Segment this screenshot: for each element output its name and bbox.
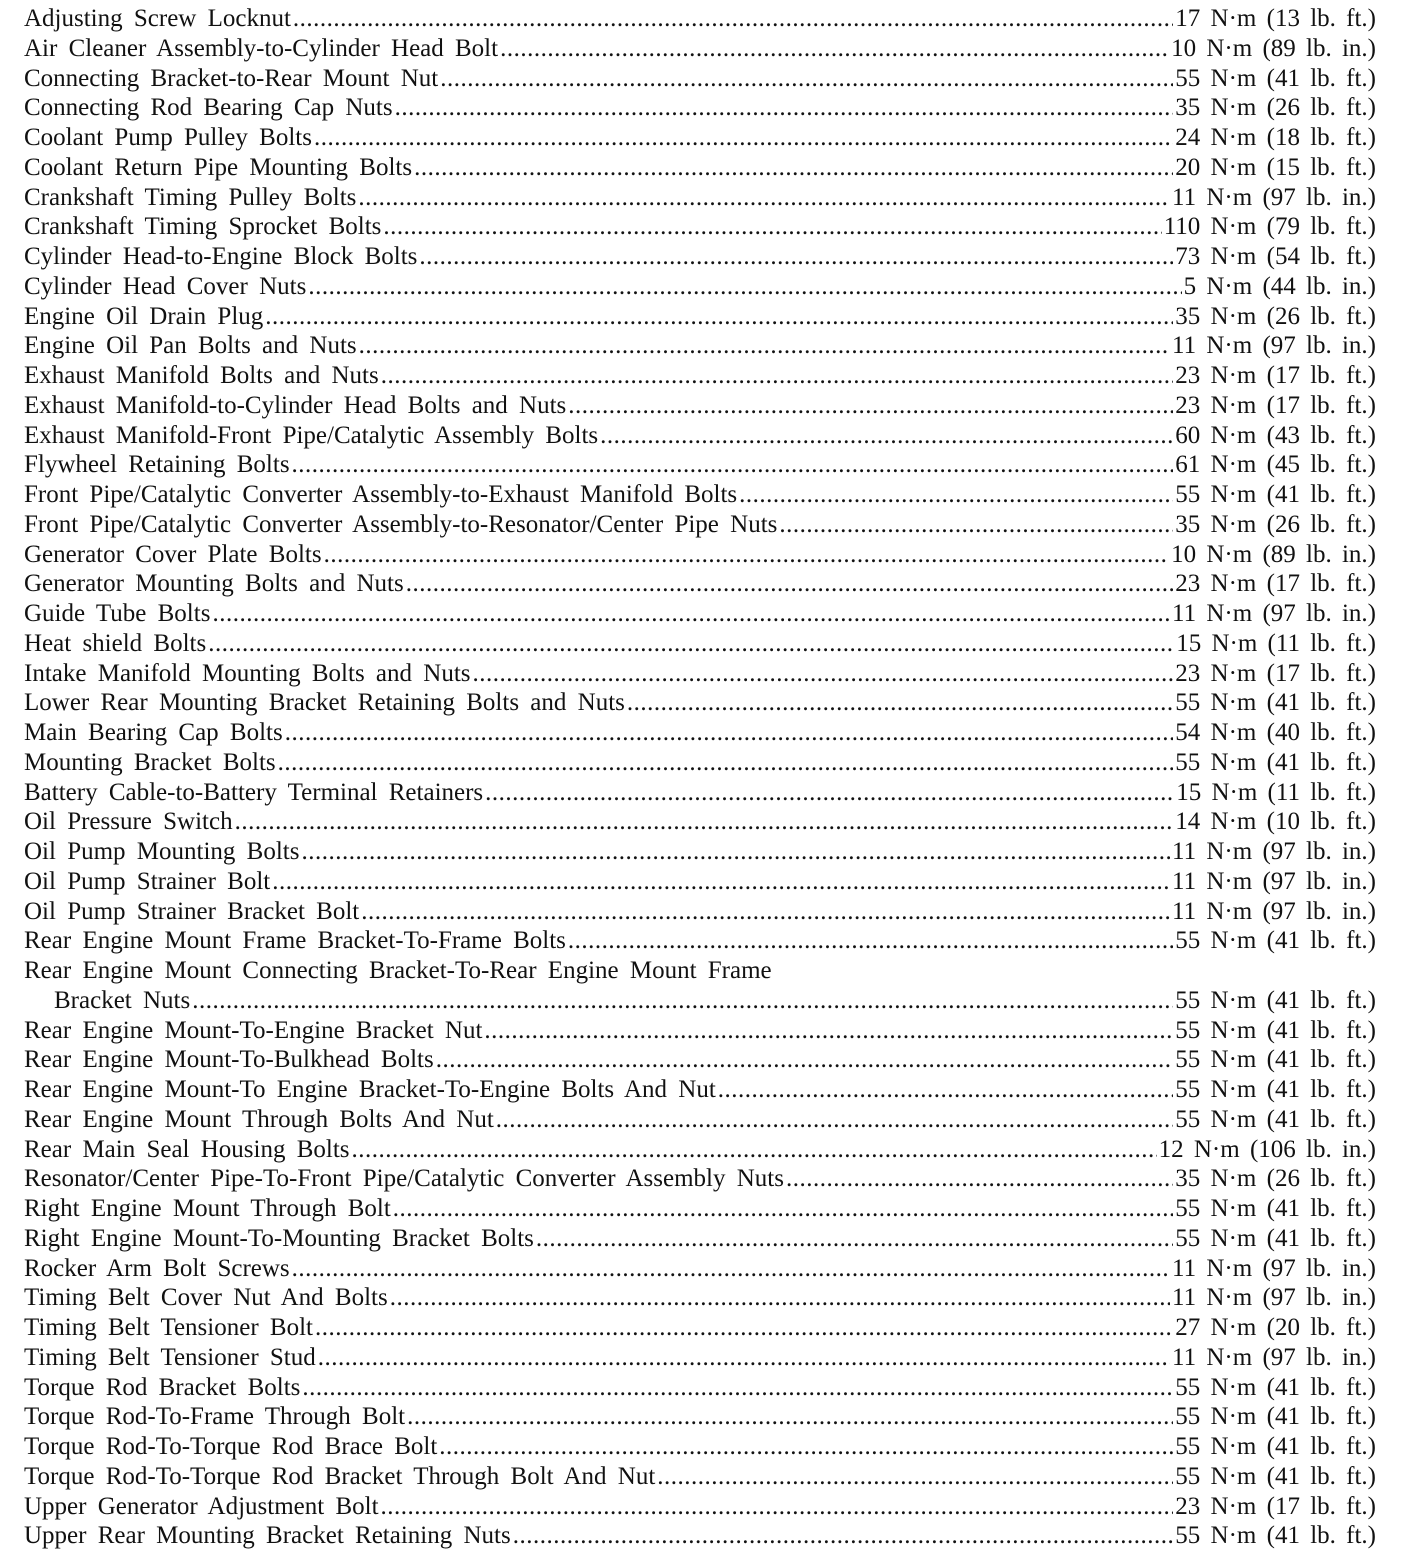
spec-row	[24, 480, 1376, 510]
spec-name: Adjusting Screw Locknut	[24, 5, 291, 32]
spec-name: Heat shield Bolts	[24, 629, 207, 657]
dot-leader	[265, 302, 1173, 332]
spec-name: Coolant Pump Pulley Bolts	[24, 124, 312, 151]
spec-row	[24, 1283, 1376, 1313]
dot-leader	[381, 1492, 1174, 1522]
spec-row	[24, 391, 1376, 421]
spec-name: Rear Engine Mount Through Bolts And Nut	[24, 1105, 494, 1133]
spec-row	[24, 361, 1376, 391]
spec-name: Rear Main Seal Housing Bolts	[24, 1135, 350, 1163]
dot-leader	[786, 1164, 1173, 1194]
spec-name: Torque Rod-To-Frame Through Bolt	[24, 1403, 406, 1431]
spec-row	[24, 272, 1376, 302]
dot-leader	[208, 629, 1174, 659]
dot-leader	[212, 599, 1170, 629]
dot-leader	[235, 807, 1174, 837]
spec-value: 55 N·m (41 lb. ft.)	[1175, 481, 1376, 508]
spec-value: 10 N·m (89 lb. in.)	[1171, 540, 1376, 568]
spec-row	[24, 1164, 1376, 1194]
spec-row	[24, 1373, 1376, 1403]
spec-name: Exhaust Manifold Bolts and Nuts	[24, 362, 379, 389]
spec-name: Front Pipe/Catalytic Converter Assembly-to-Exhaust Manifold Bolts	[24, 481, 738, 508]
spec-row	[24, 897, 1376, 927]
spec-row	[24, 4, 1376, 34]
dot-leader	[381, 361, 1174, 391]
spec-name: Timing Belt Tensioner Bolt	[24, 1314, 313, 1341]
spec-row	[24, 629, 1376, 659]
spec-name: Main Bearing Cap Bolts	[24, 719, 283, 746]
spec-name: Exhaust Manifold-Front Pipe/Catalytic Assembly Bolts	[24, 421, 599, 449]
spec-row	[24, 1254, 1376, 1284]
spec-name: Flywheel Retaining Bolts	[24, 451, 290, 479]
dot-leader	[393, 1194, 1174, 1224]
dot-leader	[513, 1521, 1174, 1551]
spec-row	[24, 302, 1376, 332]
spec-row	[24, 778, 1376, 808]
spec-row	[24, 599, 1376, 629]
dot-leader	[315, 1313, 1173, 1343]
spec-name: Coolant Return Pipe Mounting Bolts	[24, 153, 413, 181]
spec-value: 55 N·m (41 lb. ft.)	[1175, 1046, 1376, 1074]
spec-value: 55 N·m (41 lb. ft.)	[1175, 1224, 1376, 1252]
dot-leader	[308, 272, 1181, 302]
spec-name: Generator Cover Plate Bolts	[24, 540, 322, 568]
spec-row	[24, 1492, 1376, 1522]
spec-row	[24, 34, 1376, 64]
spec-row	[24, 748, 1376, 778]
spec-value: 23 N·m (17 lb. ft.)	[1175, 362, 1376, 389]
dot-leader	[352, 1135, 1157, 1165]
spec-name: Upper Generator Adjustment Bolt	[24, 1492, 379, 1520]
dot-leader	[292, 1254, 1170, 1284]
spec-value: 60 N·m (43 lb. ft.)	[1175, 421, 1376, 449]
dot-leader	[390, 1283, 1170, 1313]
spec-row	[24, 1462, 1376, 1492]
dot-leader	[739, 480, 1173, 510]
spec-name: Crankshaft Timing Pulley Bolts	[24, 183, 357, 211]
dot-leader	[301, 837, 1170, 867]
spec-name: Timing Belt Cover Nut And Bolts	[24, 1284, 388, 1312]
spec-name: Rear Engine Mount-To-Engine Bracket Nut	[24, 1016, 483, 1044]
spec-row	[24, 331, 1376, 361]
spec-name: Connecting Rod Bearing Cap Nuts	[24, 94, 393, 122]
spec-name: Upper Rear Mounting Bracket Retaining Nuts	[24, 1522, 511, 1550]
spec-row	[24, 212, 1376, 242]
dot-leader	[395, 93, 1174, 123]
spec-value: 11 N·m (97 lb. in.)	[1172, 1254, 1376, 1282]
dot-leader	[600, 421, 1173, 451]
spec-name: Rocker Arm Bolt Screws	[24, 1254, 290, 1282]
spec-value: 55 N·m (41 lb. ft.)	[1175, 986, 1376, 1014]
spec-name: Rear Engine Mount Connecting Bracket-To-Rear Engine Mount Frame	[24, 957, 772, 984]
spec-row	[24, 93, 1376, 123]
spec-value: 11 N·m (97 lb. in.)	[1172, 897, 1376, 925]
spec-value: 73 N·m (54 lb. ft.)	[1175, 243, 1376, 270]
dot-leader	[314, 123, 1173, 153]
spec-value: 23 N·m (17 lb. ft.)	[1175, 1492, 1376, 1520]
spec-value: 14 N·m (10 lb. ft.)	[1175, 808, 1376, 836]
spec-value: 55 N·m (41 lb. ft.)	[1175, 748, 1376, 776]
spec-row	[24, 1045, 1376, 1075]
spec-name: Guide Tube Bolts	[24, 600, 211, 627]
spec-row	[24, 153, 1376, 183]
dot-leader	[278, 748, 1174, 778]
dot-leader	[324, 540, 1170, 570]
spec-name: Lower Rear Mounting Bracket Retaining Bolts and Nuts	[24, 689, 625, 717]
spec-row	[24, 1105, 1376, 1135]
dot-leader	[285, 718, 1174, 748]
dot-leader	[484, 1016, 1173, 1046]
spec-row	[24, 986, 1376, 1016]
spec-name: Resonator/Center Pipe-To-Front Pipe/Catalytic Converter Assembly Nuts	[24, 1165, 784, 1193]
spec-name: Torque Rod-To-Torque Rod Brace Bolt	[24, 1433, 438, 1460]
dot-leader	[568, 926, 1173, 956]
dot-leader	[292, 450, 1174, 480]
spec-name: Generator Mounting Bolts and Nuts	[24, 570, 404, 598]
dot-leader	[496, 1105, 1174, 1135]
dot-leader	[192, 986, 1173, 1016]
spec-name: Crankshaft Timing Sprocket Bolts	[24, 213, 382, 241]
spec-row	[24, 1224, 1376, 1254]
dot-leader	[485, 778, 1174, 808]
spec-value: 55 N·m (41 lb. ft.)	[1175, 1016, 1376, 1044]
spec-name: Engine Oil Drain Plug	[24, 302, 264, 330]
spec-value: 110 N·m (79 lb. ft.)	[1163, 213, 1376, 241]
spec-name: Front Pipe/Catalytic Converter Assembly-to-Resonator/Center Pipe Nuts	[24, 510, 778, 538]
spec-value: 15 N·m (11 lb. ft.)	[1176, 778, 1376, 806]
spec-row	[24, 1075, 1376, 1105]
spec-value: 55 N·m (41 lb. ft.)	[1175, 1373, 1376, 1401]
spec-name: Rear Engine Mount Frame Bracket-To-Frame Bolts	[24, 927, 566, 955]
spec-row	[24, 807, 1376, 837]
spec-row	[24, 540, 1376, 570]
dot-leader	[440, 64, 1173, 94]
spec-value: 55 N·m (41 lb. ft.)	[1175, 689, 1376, 717]
spec-value: 55 N·m (41 lb. ft.)	[1175, 1433, 1376, 1460]
dot-leader	[361, 897, 1170, 927]
spec-row	[24, 956, 1376, 986]
spec-name: Bracket Nuts	[54, 986, 191, 1014]
spec-value: 55 N·m (41 lb. ft.)	[1175, 1105, 1376, 1133]
spec-row	[24, 510, 1376, 540]
spec-value: 24 N·m (18 lb. ft.)	[1175, 124, 1376, 151]
spec-name: Intake Manifold Mounting Bolts and Nuts	[24, 659, 471, 687]
spec-name: Cylinder Head-to-Engine Block Bolts	[24, 243, 418, 270]
spec-row	[24, 1313, 1376, 1343]
spec-row	[24, 1016, 1376, 1046]
spec-value: 35 N·m (26 lb. ft.)	[1175, 1165, 1376, 1193]
spec-row	[24, 837, 1376, 867]
spec-value: 27 N·m (20 lb. ft.)	[1175, 1314, 1376, 1341]
fastener-torque-spec-list	[24, 4, 1376, 1551]
spec-row	[24, 718, 1376, 748]
spec-name: Connecting Bracket-to-Rear Mount Nut	[24, 64, 439, 92]
spec-name: Oil Pressure Switch	[24, 808, 233, 836]
spec-value: 55 N·m (41 lb. ft.)	[1175, 1462, 1376, 1490]
dot-leader	[568, 391, 1173, 421]
spec-value: 11 N·m (97 lb. in.)	[1172, 332, 1376, 360]
spec-name: Battery Cable-to-Battery Terminal Retainers	[24, 778, 484, 806]
spec-value: 54 N·m (40 lb. ft.)	[1175, 719, 1376, 746]
spec-value: 10 N·m (89 lb. in.)	[1171, 34, 1376, 62]
spec-value: 55 N·m (41 lb. ft.)	[1175, 1522, 1376, 1550]
dot-leader	[383, 212, 1161, 242]
spec-name: Rear Engine Mount-To-Bulkhead Bolts	[24, 1046, 434, 1074]
spec-row	[24, 1343, 1376, 1373]
spec-row	[24, 242, 1376, 272]
spec-row	[24, 1135, 1376, 1165]
spec-value: 55 N·m (41 lb. ft.)	[1175, 1076, 1376, 1103]
spec-row	[24, 64, 1376, 94]
spec-value: 11 N·m (97 lb. in.)	[1172, 867, 1376, 895]
spec-row	[24, 421, 1376, 451]
spec-value: 55 N·m (41 lb. ft.)	[1175, 1403, 1376, 1431]
spec-value: 12 N·m (106 lb. in.)	[1158, 1135, 1376, 1163]
spec-value: 11 N·m (97 lb. in.)	[1172, 600, 1376, 627]
dot-leader	[406, 569, 1174, 599]
spec-name: Mounting Bracket Bolts	[24, 748, 276, 776]
spec-value: 23 N·m (17 lb. ft.)	[1175, 570, 1376, 598]
spec-value: 55 N·m (41 lb. ft.)	[1175, 927, 1376, 955]
dot-leader	[414, 153, 1173, 183]
spec-value: 23 N·m (17 lb. ft.)	[1175, 391, 1376, 419]
dot-leader	[627, 688, 1173, 718]
spec-row	[24, 659, 1376, 689]
spec-name: Torque Rod-To-Torque Rod Bracket Through Bolt And Nut	[24, 1462, 656, 1490]
spec-name: Oil Pump Strainer Bolt	[24, 867, 271, 895]
spec-value: 35 N·m (26 lb. ft.)	[1175, 94, 1376, 122]
spec-name: Exhaust Manifold-to-Cylinder Head Bolts and Nuts	[24, 391, 567, 419]
dot-leader	[302, 1373, 1173, 1403]
spec-row	[24, 1194, 1376, 1224]
spec-value: 23 N·m (17 lb. ft.)	[1175, 659, 1376, 687]
dot-leader	[272, 867, 1170, 897]
spec-value: 11 N·m (97 lb. in.)	[1172, 838, 1376, 865]
spec-value: 15 N·m (11 lb. ft.)	[1176, 629, 1376, 657]
spec-name: Cylinder Head Cover Nuts	[24, 272, 307, 300]
dot-leader	[500, 34, 1169, 64]
dot-leader	[318, 1343, 1170, 1373]
spec-name: Right Engine Mount-To-Mounting Bracket Bolts	[24, 1224, 534, 1252]
spec-value: 35 N·m (26 lb. ft.)	[1175, 510, 1376, 538]
dot-leader	[293, 4, 1173, 34]
spec-row	[24, 123, 1376, 153]
dot-leader	[439, 1432, 1173, 1462]
spec-value: 11 N·m (97 lb. in.)	[1172, 1343, 1376, 1371]
dot-leader	[536, 1224, 1173, 1254]
dot-leader	[419, 242, 1173, 272]
spec-value: 17 N·m (13 lb. ft.)	[1175, 5, 1376, 32]
spec-value: 11 N·m (97 lb. in.)	[1172, 1284, 1376, 1312]
spec-name: Torque Rod Bracket Bolts	[24, 1373, 301, 1401]
spec-row	[24, 569, 1376, 599]
spec-name: Rear Engine Mount-To Engine Bracket-To-Engine Bolts And Nut	[24, 1076, 716, 1103]
dot-leader	[657, 1462, 1173, 1492]
spec-value: 11 N·m (97 lb. in.)	[1172, 183, 1376, 211]
spec-value: 55 N·m (41 lb. ft.)	[1175, 1195, 1376, 1222]
spec-name: Right Engine Mount Through Bolt	[24, 1195, 391, 1222]
spec-name: Timing Belt Tensioner Stud	[24, 1343, 316, 1371]
spec-row	[24, 1402, 1376, 1432]
spec-value: 35 N·m (26 lb. ft.)	[1175, 302, 1376, 330]
dot-leader	[407, 1402, 1173, 1432]
dot-leader	[473, 659, 1174, 689]
spec-row	[24, 688, 1376, 718]
spec-row	[24, 1432, 1376, 1462]
spec-name: Air Cleaner Assembly-to-Cylinder Head Bolt	[24, 34, 499, 62]
spec-name: Oil Pump Mounting Bolts	[24, 838, 300, 865]
spec-row	[24, 926, 1376, 956]
spec-row	[24, 450, 1376, 480]
spec-row	[24, 183, 1376, 213]
dot-leader	[436, 1045, 1174, 1075]
spec-row	[24, 867, 1376, 897]
dot-leader	[718, 1075, 1174, 1105]
spec-value: 20 N·m (15 lb. ft.)	[1175, 153, 1376, 181]
spec-row	[24, 1521, 1376, 1551]
dot-leader	[779, 510, 1173, 540]
spec-name: Engine Oil Pan Bolts and Nuts	[24, 332, 357, 360]
spec-value: 5 N·m (44 lb. in.)	[1183, 272, 1376, 300]
spec-value: 61 N·m (45 lb. ft.)	[1175, 451, 1376, 479]
spec-name: Oil Pump Strainer Bracket Bolt	[24, 897, 360, 925]
dot-leader	[358, 183, 1170, 213]
spec-value: 55 N·m (41 lb. ft.)	[1175, 64, 1376, 92]
dot-leader	[359, 331, 1170, 361]
